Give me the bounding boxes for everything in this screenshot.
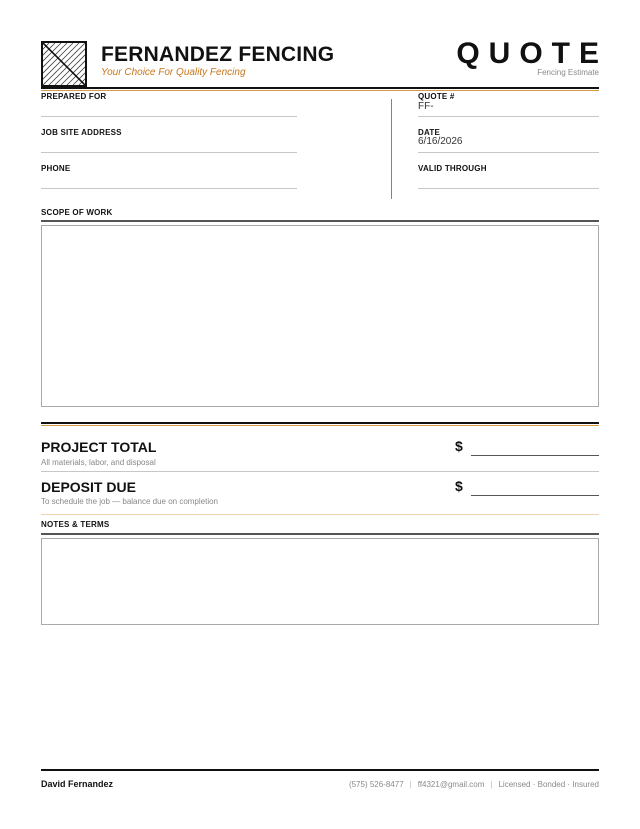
quote-number-label: QUOTE # xyxy=(418,92,455,101)
date-line xyxy=(418,152,599,153)
valid-through-line xyxy=(418,188,599,189)
job-site-address-line xyxy=(41,152,297,153)
job-site-address-label: JOB SITE ADDRESS xyxy=(41,128,122,137)
project-total-title: PROJECT TOTAL xyxy=(41,439,157,455)
notes-top-rule xyxy=(41,514,599,515)
project-total-subtitle: All materials, labor, and disposal xyxy=(41,458,156,467)
fence-hatch-icon xyxy=(43,43,85,85)
footer-credentials: Licensed · Bonded · Insured xyxy=(498,780,599,789)
document-subtitle: Fencing Estimate xyxy=(537,68,599,77)
project-total-currency: $ xyxy=(455,438,463,454)
totals-rule xyxy=(41,422,599,424)
footer-name: David Fernandez xyxy=(41,779,114,789)
header-accent-rule xyxy=(41,90,599,91)
footer-contact xyxy=(349,780,599,789)
deposit-due-title: DEPOSIT DUE xyxy=(41,479,136,495)
deposit-due-line xyxy=(471,495,599,496)
footer-phone: (575) 526-8477 xyxy=(348,780,404,789)
column-divider xyxy=(391,99,392,199)
notes-rule xyxy=(41,533,599,535)
scope-of-work-label: SCOPE OF WORK xyxy=(41,208,113,217)
document-title: QUOTE xyxy=(456,37,608,70)
totals-accent-rule xyxy=(41,425,599,426)
project-total-line xyxy=(471,455,599,456)
quote-number-value[interactable]: FF- xyxy=(418,101,434,112)
header-rule xyxy=(41,87,599,89)
notes-terms-label: NOTES & TERMS xyxy=(41,520,110,529)
phone-line xyxy=(41,188,297,189)
scope-of-work-text xyxy=(42,226,598,238)
totals-divider xyxy=(41,471,599,472)
notes-terms-text xyxy=(42,539,598,551)
date-value[interactable]: 6/16/2026 xyxy=(418,136,463,147)
scope-rule xyxy=(41,220,599,222)
footer-email: ff4321@gmail.com xyxy=(417,780,485,789)
prepared-for-line xyxy=(41,116,297,117)
date-label: DATE xyxy=(418,128,440,137)
phone-label: PHONE xyxy=(41,164,71,173)
footer-separator: | xyxy=(409,780,412,789)
quote-number-line xyxy=(418,116,599,117)
footer-separator: | xyxy=(490,780,493,789)
scope-of-work-box[interactable] xyxy=(41,225,599,407)
footer-rule xyxy=(41,769,599,771)
deposit-due-subtitle: To schedule the job — balance due on completion xyxy=(41,497,219,506)
prepared-for-label: PREPARED FOR xyxy=(41,92,107,101)
company-name: FERNANDEZ FENCING xyxy=(101,43,335,66)
deposit-due-currency: $ xyxy=(455,478,463,494)
company-logo xyxy=(41,41,87,87)
notes-terms-box[interactable] xyxy=(41,538,599,625)
company-tagline: Your Choice For Quality Fencing xyxy=(101,67,246,78)
valid-through-label: VALID THROUGH xyxy=(418,164,487,173)
